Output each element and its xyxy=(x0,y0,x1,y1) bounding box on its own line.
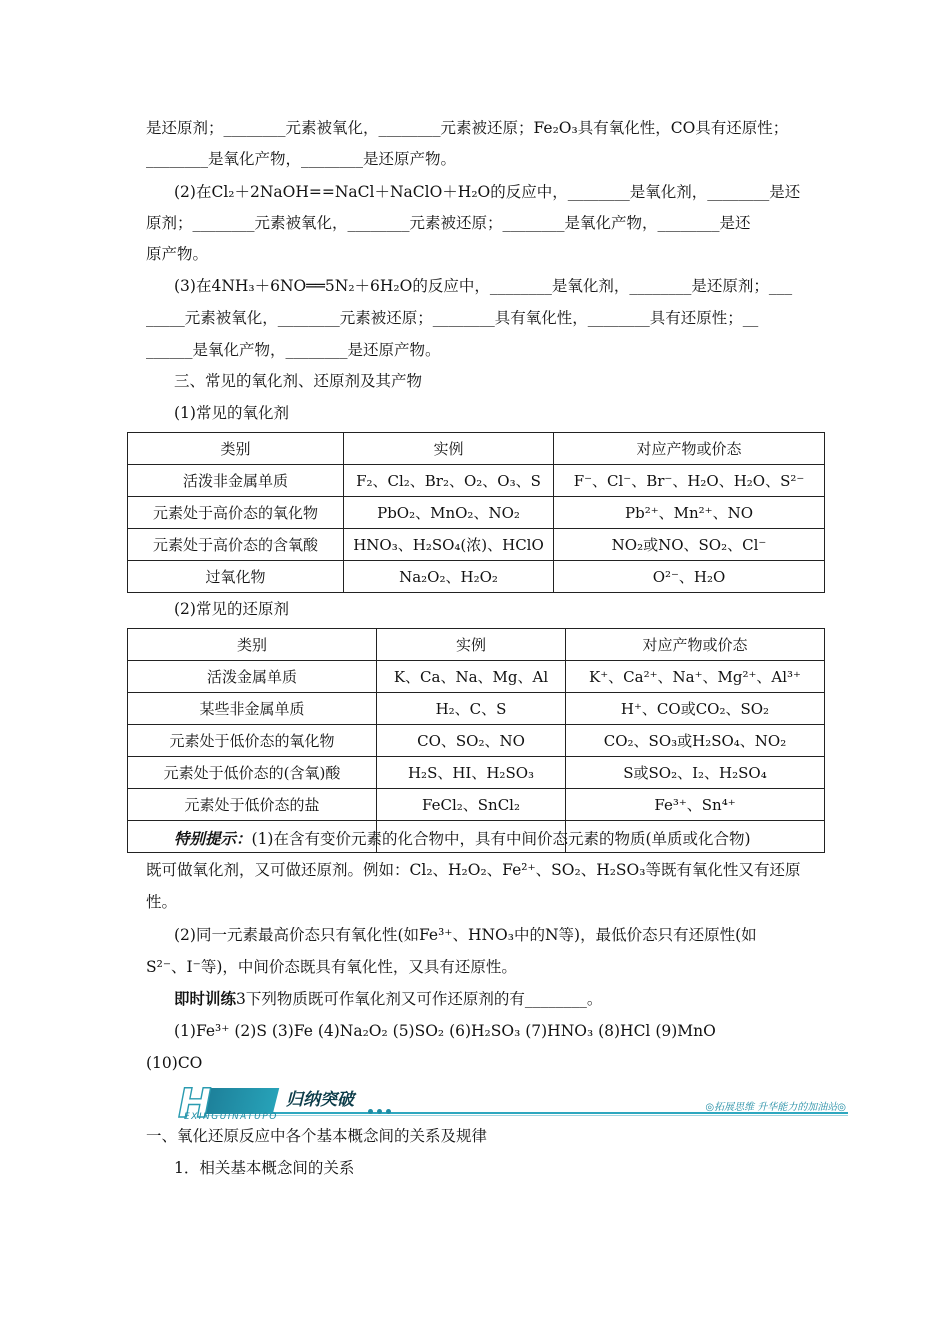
banner-tagline: ◎拓展思维 升华能力的加油站◎ xyxy=(705,1102,846,1113)
subheading: (2)常见的还原剂 xyxy=(174,600,289,618)
table-cell: NO₂或NO、SO₂、Cl⁻ xyxy=(554,529,825,561)
paragraph-line: ________是氧化产物，________是还原产物。 xyxy=(146,150,457,168)
table-row xyxy=(128,465,825,497)
table-cell: 元素处于低价态的盐 xyxy=(128,789,377,821)
banner-rule xyxy=(206,1115,848,1116)
table-cell: H₂、C、S xyxy=(377,693,566,725)
header-cell: 类别 xyxy=(128,433,344,465)
banner-dots xyxy=(368,1100,395,1118)
table-row xyxy=(128,497,825,529)
tip-text: (1)在含有变价元素的化合物中，具有中间价态元素的物质(单质或化合物) xyxy=(251,830,751,848)
banner-bar xyxy=(201,1088,279,1114)
paragraph-line: (2)同一元素最高价态只有氧化性(如Fe³⁺、HNO₃中的N等)，最低价态只有还原性(如 xyxy=(174,926,757,944)
paragraph-line: 性。 xyxy=(146,893,178,911)
exercise-label: 即时训练 xyxy=(174,989,237,1008)
header-cell: 实例 xyxy=(344,433,554,465)
table-row xyxy=(128,725,825,757)
table-cell: H⁺、CO或CO₂、SO₂ xyxy=(566,693,825,725)
table-cell: 元素处于高价态的含氧酸 xyxy=(128,529,344,561)
paragraph-line: S²⁻、I⁻等)，中间价态既具有氧化性，又具有还原性。 xyxy=(146,958,517,976)
table-row xyxy=(128,661,825,693)
table-cell: K⁺、Ca²⁺、Na⁺、Mg²⁺、Al³⁺ xyxy=(566,661,825,693)
paragraph-line: (2)在Cl₂＋2NaOH==NaCl＋NaClO＋H₂O的反应中，________是氧化剂，________是还 xyxy=(174,183,801,201)
table-cell: 某些非金属单质 xyxy=(128,693,377,725)
table-row xyxy=(128,789,825,821)
banner-letter: H xyxy=(178,1081,212,1127)
table-row xyxy=(128,757,825,789)
exercise-line xyxy=(174,988,602,1010)
paragraph-line: 既可做氧化剂，又可做还原剂。例如：Cl₂、H₂O₂、Fe²⁺、SO₂、H₂SO₃等既有氧化性又有还原 xyxy=(146,861,801,879)
table-row xyxy=(128,529,825,561)
table-cell: Na₂O₂、H₂O₂ xyxy=(344,561,554,593)
table-cell: 元素处于低价态的(含氧)酸 xyxy=(128,757,377,789)
table-cell: 活泼非金属单质 xyxy=(128,465,344,497)
tip-line xyxy=(174,828,751,850)
table-cell: HNO₃、H₂SO₄(浓)、HClO xyxy=(344,529,554,561)
table-row xyxy=(128,693,825,725)
table-cell: F₂、Cl₂、Br₂、O₂、O₃、S xyxy=(344,465,554,497)
table-cell: S或SO₂、I₂、H₂SO₄ xyxy=(566,757,825,789)
subheading: 1．相关基本概念间的关系 xyxy=(174,1159,355,1177)
table-row xyxy=(128,561,825,593)
table-cell: PbO₂、MnO₂、NO₂ xyxy=(344,497,554,529)
paragraph-line: ______是氧化产物，________是还原产物。 xyxy=(146,341,441,359)
paragraph-line: _____元素被氧化，________元素被还原；________具有氧化性，________具有还原性；__ xyxy=(146,309,759,327)
paragraph-line: (3)在4NH₃＋6NO══5N₂＋6H₂O的反应中，________是氧化剂，________是还原剂；___ xyxy=(174,277,793,295)
tip-label: 特别提示： xyxy=(174,829,252,848)
table-cell: K、Ca、Na、Mg、Al xyxy=(377,661,566,693)
section-banner xyxy=(178,1081,848,1127)
table-cell: FeCl₂、SnCl₂ xyxy=(377,789,566,821)
table-header-row xyxy=(128,433,825,465)
header-cell: 类别 xyxy=(128,629,377,661)
table-cell: Pb²⁺、Mn²⁺、NO xyxy=(554,497,825,529)
table-cell: 过氧化物 xyxy=(128,561,344,593)
table-cell: Fe³⁺、Sn⁴⁺ xyxy=(566,789,825,821)
subheading: (1)常见的氧化剂 xyxy=(174,404,289,422)
exercise-text: 3下列物质既可作氧化剂又可作还原剂的有________。 xyxy=(236,990,603,1008)
table-cell: O²⁻、H₂O xyxy=(554,561,825,593)
table-header-row xyxy=(128,629,825,661)
oxidants-table xyxy=(127,432,825,593)
header-cell: 实例 xyxy=(377,629,566,661)
table-cell: CO₂、SO₃或H₂SO₄、NO₂ xyxy=(566,725,825,757)
banner-title: 归纳突破 xyxy=(286,1090,354,1110)
table-cell: F⁻、Cl⁻、Br⁻、H₂O、H₂O、S²⁻ xyxy=(554,465,825,497)
header-cell: 对应产物或价态 xyxy=(566,629,825,661)
reductants-table xyxy=(127,628,825,853)
table-cell: 元素处于高价态的氧化物 xyxy=(128,497,344,529)
table-cell: 活泼金属单质 xyxy=(128,661,377,693)
paragraph-line: 原产物。 xyxy=(146,245,209,263)
section-heading: 三、常见的氧化剂、还原剂及其产物 xyxy=(174,372,423,390)
exercise-options: (10)CO xyxy=(146,1054,203,1072)
paragraph-line: 是还原剂；________元素被氧化，________元素被还原；Fe₂O₃具有氧化性，CO具有还原性； xyxy=(146,119,789,137)
paragraph-line: 原剂；________元素被氧化，________元素被还原；________是氧化产物，________是还 xyxy=(146,214,751,232)
section-heading: 一、氧化还原反应中各个基本概念间的关系及规律 xyxy=(146,1127,488,1145)
table-cell: CO、SO₂、NO xyxy=(377,725,566,757)
header-cell: 对应产物或价态 xyxy=(554,433,825,465)
table-cell: H₂S、HI、H₂SO₃ xyxy=(377,757,566,789)
banner-subtitle: EXINGUINATUPO xyxy=(184,1112,278,1122)
exercise-options: (1)Fe³⁺ (2)S (3)Fe (4)Na₂O₂ (5)SO₂ (6)H₂SO₃ (7)HNO₃ (8)HCl (9)MnO xyxy=(174,1022,716,1040)
table-cell: 元素处于低价态的氧化物 xyxy=(128,725,377,757)
